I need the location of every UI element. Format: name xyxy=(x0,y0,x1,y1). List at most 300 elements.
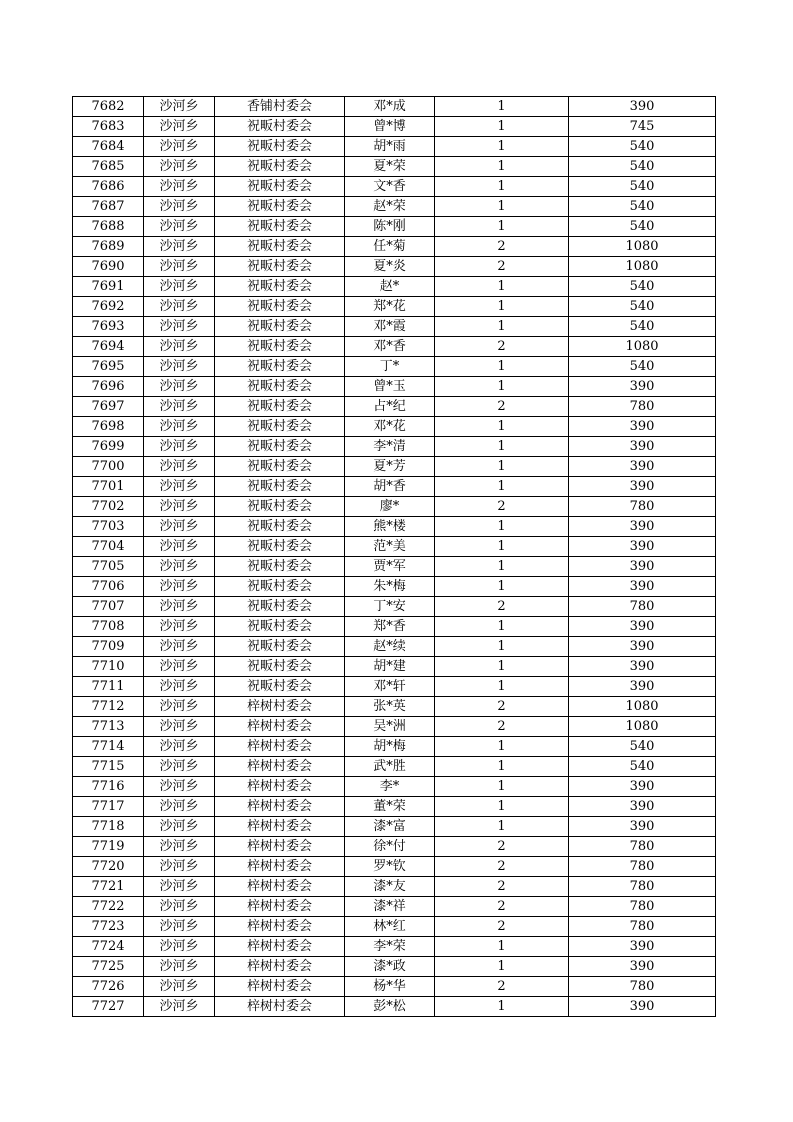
household-count-cell: 2 xyxy=(435,897,569,917)
household-count-cell: 2 xyxy=(435,337,569,357)
name-cell: 武*胜 xyxy=(345,757,435,777)
household-count-cell: 2 xyxy=(435,397,569,417)
village-committee-cell: 祝畈村委会 xyxy=(215,417,345,437)
township-cell: 沙河乡 xyxy=(144,397,215,417)
name-cell: 朱*梅 xyxy=(345,577,435,597)
record-number-cell: 7695 xyxy=(73,357,144,377)
household-count-cell: 1 xyxy=(435,757,569,777)
amount-cell: 780 xyxy=(569,837,716,857)
record-number-cell: 7705 xyxy=(73,557,144,577)
amount-cell: 390 xyxy=(569,777,716,797)
village-committee-cell: 梓树村委会 xyxy=(215,797,345,817)
table-row xyxy=(73,437,716,457)
village-committee-cell: 祝畈村委会 xyxy=(215,237,345,257)
township-cell: 沙河乡 xyxy=(144,997,215,1017)
township-cell: 沙河乡 xyxy=(144,857,215,877)
name-cell: 李*清 xyxy=(345,437,435,457)
township-cell: 沙河乡 xyxy=(144,97,215,117)
table-row xyxy=(73,837,716,857)
household-count-cell: 1 xyxy=(435,277,569,297)
amount-cell: 390 xyxy=(569,557,716,577)
record-number-cell: 7698 xyxy=(73,417,144,437)
record-number-cell: 7723 xyxy=(73,917,144,937)
township-cell: 沙河乡 xyxy=(144,297,215,317)
household-count-cell: 1 xyxy=(435,817,569,837)
amount-cell: 390 xyxy=(569,997,716,1017)
table-row xyxy=(73,737,716,757)
record-number-cell: 7718 xyxy=(73,817,144,837)
amount-cell: 540 xyxy=(569,217,716,237)
table-row xyxy=(73,617,716,637)
township-cell: 沙河乡 xyxy=(144,637,215,657)
table-row xyxy=(73,157,716,177)
table-row xyxy=(73,117,716,137)
name-cell: 赵* xyxy=(345,277,435,297)
household-count-cell: 2 xyxy=(435,917,569,937)
household-count-cell: 2 xyxy=(435,717,569,737)
record-number-cell: 7725 xyxy=(73,957,144,977)
name-cell: 夏*荣 xyxy=(345,157,435,177)
village-committee-cell: 祝畈村委会 xyxy=(215,437,345,457)
village-committee-cell: 梓树村委会 xyxy=(215,777,345,797)
household-count-cell: 1 xyxy=(435,677,569,697)
record-number-cell: 7724 xyxy=(73,937,144,957)
record-number-cell: 7716 xyxy=(73,777,144,797)
village-committee-cell: 祝畈村委会 xyxy=(215,637,345,657)
record-number-cell: 7709 xyxy=(73,637,144,657)
table-row xyxy=(73,597,716,617)
name-cell: 李*荣 xyxy=(345,937,435,957)
name-cell: 罗*钦 xyxy=(345,857,435,877)
household-count-cell: 2 xyxy=(435,257,569,277)
table-row xyxy=(73,937,716,957)
township-cell: 沙河乡 xyxy=(144,557,215,577)
village-committee-cell: 祝畈村委会 xyxy=(215,577,345,597)
amount-cell: 390 xyxy=(569,797,716,817)
table-row xyxy=(73,217,716,237)
table-row xyxy=(73,337,716,357)
name-cell: 文*香 xyxy=(345,177,435,197)
township-cell: 沙河乡 xyxy=(144,457,215,477)
record-number-cell: 7697 xyxy=(73,397,144,417)
household-count-cell: 1 xyxy=(435,357,569,377)
village-committee-cell: 祝畈村委会 xyxy=(215,297,345,317)
record-number-cell: 7687 xyxy=(73,197,144,217)
name-cell: 占*纪 xyxy=(345,397,435,417)
name-cell: 曾*博 xyxy=(345,117,435,137)
table-row xyxy=(73,197,716,217)
table-row xyxy=(73,537,716,557)
amount-cell: 390 xyxy=(569,957,716,977)
township-cell: 沙河乡 xyxy=(144,817,215,837)
amount-cell: 1080 xyxy=(569,717,716,737)
township-cell: 沙河乡 xyxy=(144,957,215,977)
household-count-cell: 1 xyxy=(435,457,569,477)
name-cell: 李* xyxy=(345,777,435,797)
township-cell: 沙河乡 xyxy=(144,517,215,537)
name-cell: 胡*香 xyxy=(345,477,435,497)
household-count-cell: 1 xyxy=(435,97,569,117)
village-committee-cell: 香铺村委会 xyxy=(215,97,345,117)
amount-cell: 540 xyxy=(569,737,716,757)
amount-cell: 540 xyxy=(569,757,716,777)
household-count-cell: 1 xyxy=(435,777,569,797)
village-committee-cell: 梓树村委会 xyxy=(215,697,345,717)
amount-cell: 390 xyxy=(569,817,716,837)
amount-cell: 780 xyxy=(569,497,716,517)
record-number-cell: 7699 xyxy=(73,437,144,457)
amount-cell: 780 xyxy=(569,397,716,417)
amount-cell: 540 xyxy=(569,357,716,377)
township-cell: 沙河乡 xyxy=(144,697,215,717)
amount-cell: 390 xyxy=(569,517,716,537)
township-cell: 沙河乡 xyxy=(144,757,215,777)
household-count-cell: 1 xyxy=(435,377,569,397)
village-committee-cell: 祝畈村委会 xyxy=(215,157,345,177)
record-number-cell: 7688 xyxy=(73,217,144,237)
table-row xyxy=(73,857,716,877)
table-row xyxy=(73,717,716,737)
amount-cell: 780 xyxy=(569,597,716,617)
household-count-cell: 2 xyxy=(435,237,569,257)
household-count-cell: 1 xyxy=(435,797,569,817)
amount-cell: 780 xyxy=(569,877,716,897)
amount-cell: 540 xyxy=(569,177,716,197)
household-count-cell: 1 xyxy=(435,637,569,657)
name-cell: 胡*建 xyxy=(345,657,435,677)
name-cell: 林*红 xyxy=(345,917,435,937)
township-cell: 沙河乡 xyxy=(144,877,215,897)
name-cell: 漆*祥 xyxy=(345,897,435,917)
amount-cell: 780 xyxy=(569,897,716,917)
name-cell: 范*美 xyxy=(345,537,435,557)
name-cell: 张*英 xyxy=(345,697,435,717)
township-cell: 沙河乡 xyxy=(144,717,215,737)
record-number-cell: 7720 xyxy=(73,857,144,877)
table-row xyxy=(73,637,716,657)
township-cell: 沙河乡 xyxy=(144,977,215,997)
name-cell: 廖* xyxy=(345,497,435,517)
name-cell: 董*荣 xyxy=(345,797,435,817)
table-row xyxy=(73,917,716,937)
table-row xyxy=(73,97,716,117)
table-row xyxy=(73,777,716,797)
amount-cell: 390 xyxy=(569,657,716,677)
table-row xyxy=(73,757,716,777)
table-row xyxy=(73,177,716,197)
table-row xyxy=(73,497,716,517)
table-row xyxy=(73,797,716,817)
village-committee-cell: 祝畈村委会 xyxy=(215,257,345,277)
village-committee-cell: 梓树村委会 xyxy=(215,897,345,917)
household-count-cell: 2 xyxy=(435,857,569,877)
village-committee-cell: 祝畈村委会 xyxy=(215,397,345,417)
household-count-cell: 1 xyxy=(435,997,569,1017)
township-cell: 沙河乡 xyxy=(144,357,215,377)
table-row xyxy=(73,277,716,297)
table-row xyxy=(73,317,716,337)
township-cell: 沙河乡 xyxy=(144,737,215,757)
household-count-cell: 1 xyxy=(435,317,569,337)
table-row xyxy=(73,137,716,157)
table-row xyxy=(73,897,716,917)
township-cell: 沙河乡 xyxy=(144,837,215,857)
record-number-cell: 7719 xyxy=(73,837,144,857)
household-count-cell: 2 xyxy=(435,697,569,717)
amount-cell: 1080 xyxy=(569,337,716,357)
village-committee-cell: 祝畈村委会 xyxy=(215,177,345,197)
amount-cell: 780 xyxy=(569,977,716,997)
name-cell: 胡*梅 xyxy=(345,737,435,757)
household-count-cell: 1 xyxy=(435,197,569,217)
name-cell: 夏*芳 xyxy=(345,457,435,477)
name-cell: 赵*荣 xyxy=(345,197,435,217)
table-row xyxy=(73,297,716,317)
village-committee-cell: 祝畈村委会 xyxy=(215,477,345,497)
amount-cell: 390 xyxy=(569,637,716,657)
household-count-cell: 2 xyxy=(435,837,569,857)
village-committee-cell: 祝畈村委会 xyxy=(215,277,345,297)
table-row xyxy=(73,377,716,397)
household-count-cell: 1 xyxy=(435,477,569,497)
record-number-cell: 7685 xyxy=(73,157,144,177)
record-number-cell: 7694 xyxy=(73,337,144,357)
amount-cell: 540 xyxy=(569,317,716,337)
village-committee-cell: 梓树村委会 xyxy=(215,917,345,937)
table-body xyxy=(73,97,716,1017)
record-number-cell: 7691 xyxy=(73,277,144,297)
township-cell: 沙河乡 xyxy=(144,797,215,817)
record-number-cell: 7703 xyxy=(73,517,144,537)
household-count-cell: 1 xyxy=(435,657,569,677)
amount-cell: 745 xyxy=(569,117,716,137)
village-committee-cell: 梓树村委会 xyxy=(215,997,345,1017)
table-row xyxy=(73,957,716,977)
village-committee-cell: 祝畈村委会 xyxy=(215,197,345,217)
record-number-cell: 7721 xyxy=(73,877,144,897)
amount-cell: 540 xyxy=(569,197,716,217)
amount-cell: 390 xyxy=(569,617,716,637)
township-cell: 沙河乡 xyxy=(144,477,215,497)
amount-cell: 390 xyxy=(569,457,716,477)
village-committee-cell: 梓树村委会 xyxy=(215,857,345,877)
name-cell: 邓*轩 xyxy=(345,677,435,697)
amount-cell: 390 xyxy=(569,437,716,457)
household-count-cell: 1 xyxy=(435,537,569,557)
amount-cell: 540 xyxy=(569,157,716,177)
township-cell: 沙河乡 xyxy=(144,177,215,197)
table-row xyxy=(73,397,716,417)
table-row xyxy=(73,357,716,377)
table-row xyxy=(73,257,716,277)
household-count-cell: 2 xyxy=(435,877,569,897)
record-number-cell: 7684 xyxy=(73,137,144,157)
name-cell: 漆*富 xyxy=(345,817,435,837)
township-cell: 沙河乡 xyxy=(144,597,215,617)
name-cell: 邓*花 xyxy=(345,417,435,437)
name-cell: 杨*华 xyxy=(345,977,435,997)
household-count-cell: 1 xyxy=(435,737,569,757)
record-number-cell: 7682 xyxy=(73,97,144,117)
table-row xyxy=(73,457,716,477)
village-committee-cell: 祝畈村委会 xyxy=(215,677,345,697)
household-count-cell: 2 xyxy=(435,497,569,517)
table-row xyxy=(73,977,716,997)
township-cell: 沙河乡 xyxy=(144,277,215,297)
amount-cell: 390 xyxy=(569,417,716,437)
table-row xyxy=(73,517,716,537)
township-cell: 沙河乡 xyxy=(144,137,215,157)
name-cell: 邓*香 xyxy=(345,337,435,357)
household-count-cell: 1 xyxy=(435,437,569,457)
amount-cell: 390 xyxy=(569,937,716,957)
record-number-cell: 7722 xyxy=(73,897,144,917)
table-row xyxy=(73,557,716,577)
village-committee-cell: 祝畈村委会 xyxy=(215,497,345,517)
village-committee-cell: 梓树村委会 xyxy=(215,937,345,957)
household-count-cell: 1 xyxy=(435,297,569,317)
name-cell: 吴*洲 xyxy=(345,717,435,737)
village-committee-cell: 祝畈村委会 xyxy=(215,517,345,537)
village-committee-cell: 梓树村委会 xyxy=(215,717,345,737)
amount-cell: 780 xyxy=(569,857,716,877)
township-cell: 沙河乡 xyxy=(144,197,215,217)
township-cell: 沙河乡 xyxy=(144,237,215,257)
name-cell: 任*菊 xyxy=(345,237,435,257)
record-number-cell: 7726 xyxy=(73,977,144,997)
village-committee-cell: 祝畈村委会 xyxy=(215,617,345,637)
village-committee-cell: 祝畈村委会 xyxy=(215,337,345,357)
name-cell: 徐*付 xyxy=(345,837,435,857)
name-cell: 夏*炎 xyxy=(345,257,435,277)
village-committee-cell: 梓树村委会 xyxy=(215,817,345,837)
record-number-cell: 7714 xyxy=(73,737,144,757)
village-committee-cell: 梓树村委会 xyxy=(215,957,345,977)
household-count-cell: 1 xyxy=(435,517,569,537)
village-committee-cell: 祝畈村委会 xyxy=(215,357,345,377)
township-cell: 沙河乡 xyxy=(144,497,215,517)
township-cell: 沙河乡 xyxy=(144,937,215,957)
amount-cell: 390 xyxy=(569,477,716,497)
name-cell: 赵*续 xyxy=(345,637,435,657)
record-number-cell: 7706 xyxy=(73,577,144,597)
household-count-cell: 1 xyxy=(435,217,569,237)
name-cell: 熊*楼 xyxy=(345,517,435,537)
village-committee-cell: 祝畈村委会 xyxy=(215,557,345,577)
township-cell: 沙河乡 xyxy=(144,317,215,337)
name-cell: 邓*霞 xyxy=(345,317,435,337)
village-committee-cell: 祝畈村委会 xyxy=(215,117,345,137)
village-committee-cell: 祝畈村委会 xyxy=(215,217,345,237)
record-number-cell: 7701 xyxy=(73,477,144,497)
name-cell: 郑*花 xyxy=(345,297,435,317)
township-cell: 沙河乡 xyxy=(144,257,215,277)
table-row xyxy=(73,577,716,597)
name-cell: 陈*刚 xyxy=(345,217,435,237)
household-count-cell: 1 xyxy=(435,177,569,197)
village-committee-cell: 祝畈村委会 xyxy=(215,317,345,337)
township-cell: 沙河乡 xyxy=(144,337,215,357)
village-committee-cell: 祝畈村委会 xyxy=(215,597,345,617)
household-count-cell: 2 xyxy=(435,597,569,617)
amount-cell: 390 xyxy=(569,97,716,117)
township-cell: 沙河乡 xyxy=(144,657,215,677)
record-number-cell: 7715 xyxy=(73,757,144,777)
name-cell: 贾*军 xyxy=(345,557,435,577)
township-cell: 沙河乡 xyxy=(144,437,215,457)
household-count-cell: 1 xyxy=(435,577,569,597)
record-number-cell: 7683 xyxy=(73,117,144,137)
household-count-cell: 1 xyxy=(435,157,569,177)
name-cell: 郑*香 xyxy=(345,617,435,637)
township-cell: 沙河乡 xyxy=(144,377,215,397)
record-number-cell: 7710 xyxy=(73,657,144,677)
township-cell: 沙河乡 xyxy=(144,917,215,937)
amount-cell: 390 xyxy=(569,577,716,597)
amount-cell: 1080 xyxy=(569,237,716,257)
village-committee-cell: 梓树村委会 xyxy=(215,737,345,757)
township-cell: 沙河乡 xyxy=(144,617,215,637)
village-committee-cell: 祝畈村委会 xyxy=(215,377,345,397)
table-row xyxy=(73,877,716,897)
record-number-cell: 7689 xyxy=(73,237,144,257)
amount-cell: 540 xyxy=(569,137,716,157)
household-count-cell: 1 xyxy=(435,937,569,957)
name-cell: 漆*友 xyxy=(345,877,435,897)
name-cell: 胡*雨 xyxy=(345,137,435,157)
amount-cell: 390 xyxy=(569,537,716,557)
village-committee-cell: 梓树村委会 xyxy=(215,877,345,897)
township-cell: 沙河乡 xyxy=(144,577,215,597)
record-number-cell: 7692 xyxy=(73,297,144,317)
household-count-cell: 1 xyxy=(435,957,569,977)
record-number-cell: 7717 xyxy=(73,797,144,817)
name-cell: 彭*松 xyxy=(345,997,435,1017)
table-row xyxy=(73,417,716,437)
village-committee-cell: 祝畈村委会 xyxy=(215,457,345,477)
name-cell: 丁* xyxy=(345,357,435,377)
amount-cell: 540 xyxy=(569,277,716,297)
name-cell: 丁*安 xyxy=(345,597,435,617)
amount-cell: 390 xyxy=(569,377,716,397)
township-cell: 沙河乡 xyxy=(144,777,215,797)
township-cell: 沙河乡 xyxy=(144,417,215,437)
record-number-cell: 7690 xyxy=(73,257,144,277)
township-cell: 沙河乡 xyxy=(144,897,215,917)
record-number-cell: 7693 xyxy=(73,317,144,337)
record-number-cell: 7711 xyxy=(73,677,144,697)
table-row xyxy=(73,237,716,257)
household-count-cell: 1 xyxy=(435,557,569,577)
amount-cell: 540 xyxy=(569,297,716,317)
record-number-cell: 7702 xyxy=(73,497,144,517)
village-committee-cell: 梓树村委会 xyxy=(215,757,345,777)
record-number-cell: 7712 xyxy=(73,697,144,717)
amount-cell: 780 xyxy=(569,917,716,937)
name-cell: 邓*成 xyxy=(345,97,435,117)
village-committee-cell: 祝畈村委会 xyxy=(215,657,345,677)
name-cell: 曾*玉 xyxy=(345,377,435,397)
township-cell: 沙河乡 xyxy=(144,157,215,177)
household-count-cell: 1 xyxy=(435,117,569,137)
village-committee-cell: 祝畈村委会 xyxy=(215,537,345,557)
amount-cell: 1080 xyxy=(569,257,716,277)
record-number-cell: 7727 xyxy=(73,997,144,1017)
record-number-cell: 7700 xyxy=(73,457,144,477)
table-row xyxy=(73,997,716,1017)
household-count-cell: 1 xyxy=(435,417,569,437)
village-committee-cell: 梓树村委会 xyxy=(215,837,345,857)
